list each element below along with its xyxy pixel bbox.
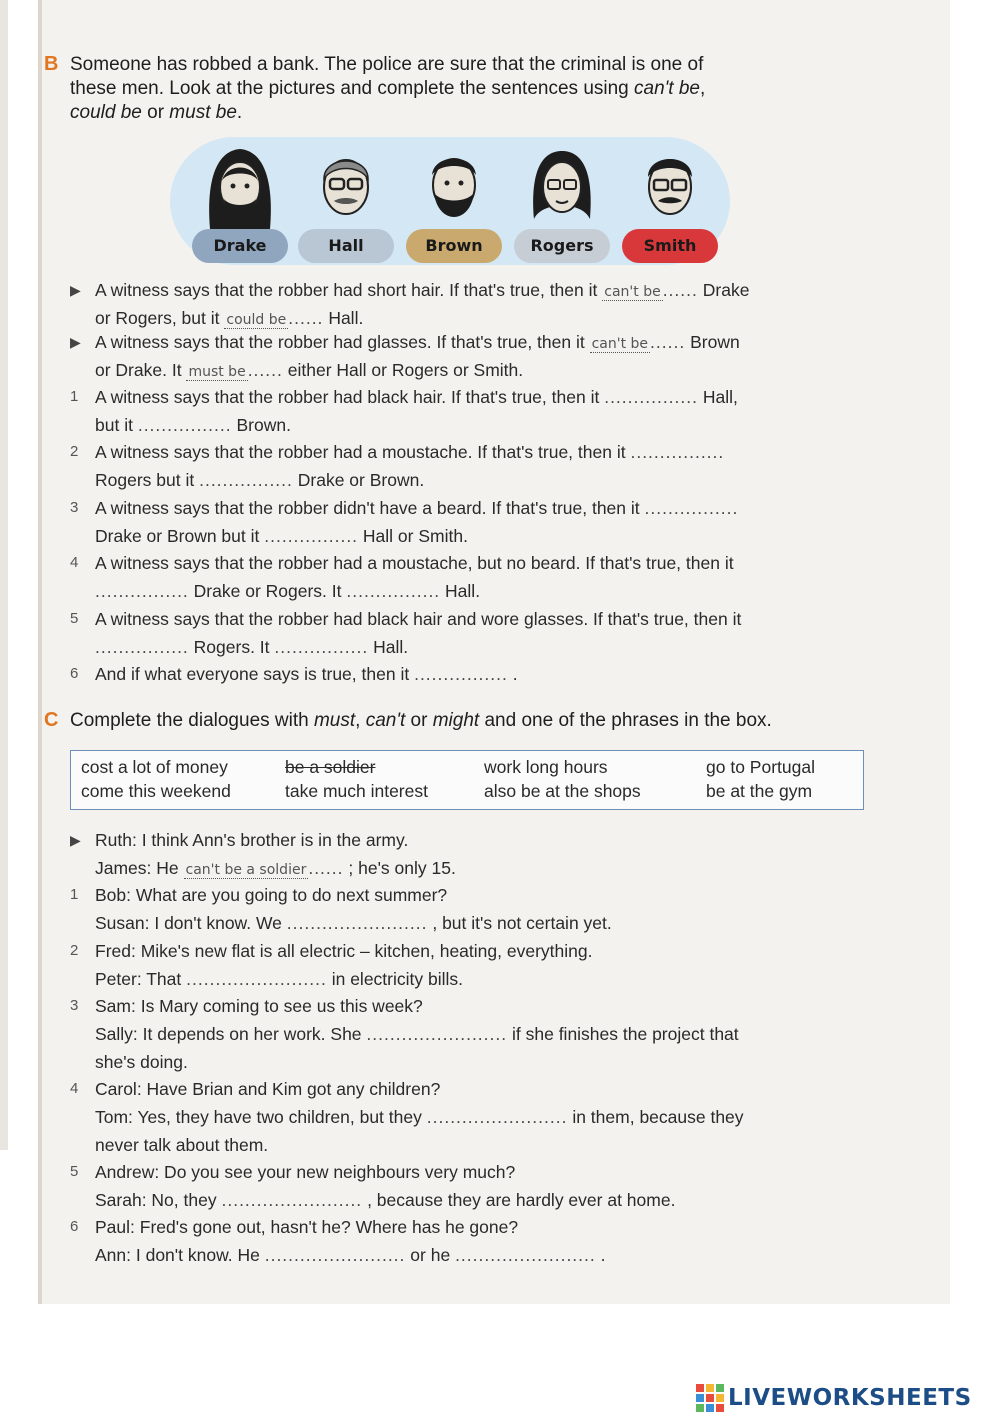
dialogue-line: Bob: What are you going to do next summer? (95, 885, 448, 905)
dialogue-line: , because they are hardly ever at home. (367, 1190, 676, 1210)
dialogue-line: ; he's only 15. (348, 858, 456, 878)
example-text: Hall. (328, 308, 364, 328)
name-tag-hall: Hall (298, 229, 394, 263)
liveworksheets-logo-icon (696, 1384, 724, 1412)
example-answer: could be (226, 312, 287, 328)
item-text: A witness says that the robber had a moustache. If that's true, then it (95, 442, 626, 462)
example-answer: can't be a soldier (185, 862, 307, 878)
suspect-smith (622, 133, 718, 273)
phrase-item: take much interest (285, 781, 428, 801)
item-text: A witness says that the robber had black hair. If that's true, then it (95, 387, 600, 407)
item-text: Hall or Smith. (362, 526, 468, 546)
section-b-instruction-line-3: could be or must be. (70, 102, 243, 123)
dialogue-line: in them, because they (572, 1107, 744, 1127)
phrase-box (70, 750, 864, 810)
phrase-item: be at the gym (706, 781, 813, 801)
item-number: 4 (70, 1080, 79, 1097)
dialogue-line: Paul: Fred's gone out, hasn't he? Where has he gone? (95, 1217, 519, 1237)
item-number: 1 (70, 886, 79, 903)
answer-blank[interactable]: ........................ (221, 1190, 363, 1210)
example-text: either Hall or Rogers or Smith. (287, 360, 524, 380)
answer-dots: ...... (308, 858, 344, 878)
name-tag-brown: Brown (406, 229, 502, 263)
item-number: 2 (70, 942, 79, 959)
answer-blank[interactable]: ................ (414, 664, 508, 684)
dialogue-line: Fred: Mike's new flat is all electric – kitchen, heating, everything. (95, 941, 593, 961)
item-number: 4 (70, 554, 79, 571)
section-b-instruction-line-1: Someone has robbed a bank. The police are sure that the criminal is one of (70, 54, 704, 75)
dialogue-line: Susan: I don't know. We (95, 913, 282, 933)
book-edge (0, 0, 8, 1150)
example-answer: can't be (604, 284, 661, 300)
example-text: A witness says that the robber had glasses. If that's true, then it (95, 332, 585, 352)
example-text: or Rogers, but it (95, 308, 220, 328)
dialogue-line: Sam: Is Mary coming to see us this week? (95, 996, 423, 1016)
dialogue-line: James: He (95, 858, 179, 878)
suspect-drake (192, 133, 288, 273)
dialogue-line: Peter: That (95, 969, 182, 989)
answer-blank[interactable]: ........................ (455, 1245, 596, 1265)
item-number: 6 (70, 1218, 79, 1235)
example-answer: must be (188, 364, 246, 380)
dialogue-line: Sally: It depends on her work. She (95, 1024, 362, 1044)
phrase-item: come this weekend (81, 781, 231, 801)
answer-blank[interactable]: ........................ (286, 913, 428, 933)
answer-blank[interactable]: ................ (604, 387, 698, 407)
item-text: A witness says that the robber had a moustache, but no beard. If that's true, then it (95, 553, 734, 573)
answer-dots: ...... (650, 332, 686, 352)
answer-blank[interactable]: ........................ (426, 1107, 568, 1127)
section-b-instruction-line-2: these men. Look at the pictures and complete the sentences using can't be, (70, 78, 706, 99)
answer-blank[interactable]: ........................ (186, 969, 327, 989)
item-number: 2 (70, 443, 79, 460)
rogers-face-icon (518, 141, 606, 233)
item-text: A witness says that the robber didn't have a beard. If that's true, then it (95, 498, 640, 518)
page-spine (38, 0, 42, 1304)
example-text: Brown (690, 332, 740, 352)
dialogue-line: she's doing. (95, 1052, 188, 1072)
phrase-item: work long hours (484, 757, 608, 777)
phrase-item: also be at the shops (484, 781, 641, 801)
answer-blank[interactable]: ................ (644, 498, 739, 518)
item-text: Hall, (702, 387, 738, 407)
section-b-letter: B (44, 53, 59, 75)
answer-blank[interactable]: ................ (274, 637, 369, 657)
item-text: Brown. (236, 415, 291, 435)
answer-blank[interactable]: ........................ (264, 1245, 406, 1265)
phrase-item: go to Portugal (706, 757, 815, 777)
example-text: or Drake. It (95, 360, 182, 380)
answer-blank[interactable]: ................ (264, 526, 359, 546)
dialogue-line: Tom: Yes, they have two children, but they (95, 1107, 422, 1127)
logo-text: LIVEWORKSHEETS (728, 1385, 972, 1411)
dialogue-line: Carol: Have Brian and Kim got any children? (95, 1079, 441, 1099)
liveworksheets-logo[interactable] (696, 1382, 972, 1414)
brown-face-icon (410, 141, 498, 233)
answer-dots: ...... (662, 280, 698, 300)
item-number: 5 (70, 610, 79, 627)
suspect-brown (406, 133, 502, 273)
dialogue-line: Sarah: No, they (95, 1190, 217, 1210)
dialogue-line: , but it's not certain yet. (432, 913, 612, 933)
dialogue-line: . (600, 1245, 606, 1265)
answer-dots: ...... (288, 308, 324, 328)
dialogue-line: Andrew: Do you see your new neighbours very much? (95, 1162, 516, 1182)
answer-blank[interactable]: ................ (346, 581, 441, 601)
smith-face-icon (626, 141, 714, 233)
drake-face-icon (196, 141, 284, 233)
hall-face-icon (302, 141, 390, 233)
name-tag-smith: Smith (622, 229, 718, 263)
answer-blank[interactable]: ................ (95, 581, 189, 601)
answer-dots: ...... (247, 360, 283, 380)
example-text: A witness says that the robber had short hair. If that's true, then it (95, 280, 598, 300)
item-text: Drake or Brown but it (95, 526, 260, 546)
item-number: 5 (70, 1163, 79, 1180)
example-arrow-icon: ▶ (70, 832, 81, 848)
dialogue-line: never talk about them. (95, 1135, 269, 1155)
answer-blank[interactable]: ................ (137, 415, 232, 435)
answer-blank[interactable]: ................ (199, 470, 293, 490)
item-number: 3 (70, 499, 79, 516)
suspects-illustration (170, 133, 730, 273)
item-number: 6 (70, 665, 79, 682)
item-number: 1 (70, 388, 79, 405)
phrase-item-struck: be a soldier (285, 757, 376, 777)
item-text: Rogers. It (193, 637, 270, 657)
item-text: . (512, 664, 518, 684)
item-text: And if what everyone says is true, then it (95, 664, 410, 684)
item-text: Drake or Brown. (297, 470, 425, 490)
suspect-hall (298, 133, 394, 273)
item-text: Drake or Rogers. It (193, 581, 342, 601)
example-answer: can't be (591, 336, 649, 352)
item-text: A witness says that the robber had black hair and wore glasses. If that's true, then it (95, 609, 742, 629)
item-text: Hall. (373, 637, 409, 657)
name-tag-rogers: Rogers (514, 229, 610, 263)
answer-blank[interactable]: ........................ (366, 1024, 508, 1044)
example-text: Drake (702, 280, 750, 300)
answer-blank[interactable]: ................ (95, 637, 189, 657)
dialogue-line: Ruth: I think Ann's brother is in the army. (95, 830, 409, 850)
phrase-item: cost a lot of money (81, 757, 228, 777)
section-c-letter: C (44, 709, 59, 731)
dialogue-line: if she finishes the project that (512, 1024, 739, 1044)
dialogue-line: or he (410, 1245, 451, 1265)
item-text: Rogers but it (95, 470, 195, 490)
example-arrow-icon: ▶ (70, 334, 81, 350)
item-number: 3 (70, 997, 79, 1014)
item-text: Hall. (445, 581, 481, 601)
name-tag-drake: Drake (192, 229, 288, 263)
section-c-instruction: Complete the dialogues with must, can't or might and one of the phrases in the box. (70, 710, 772, 731)
suspect-rogers (514, 133, 610, 273)
dialogue-line: Ann: I don't know. He (95, 1245, 260, 1265)
answer-blank[interactable]: ................ (630, 442, 725, 462)
item-text: but it (95, 415, 133, 435)
example-arrow-icon: ▶ (70, 282, 81, 298)
dialogue-line: in electricity bills. (331, 969, 464, 989)
